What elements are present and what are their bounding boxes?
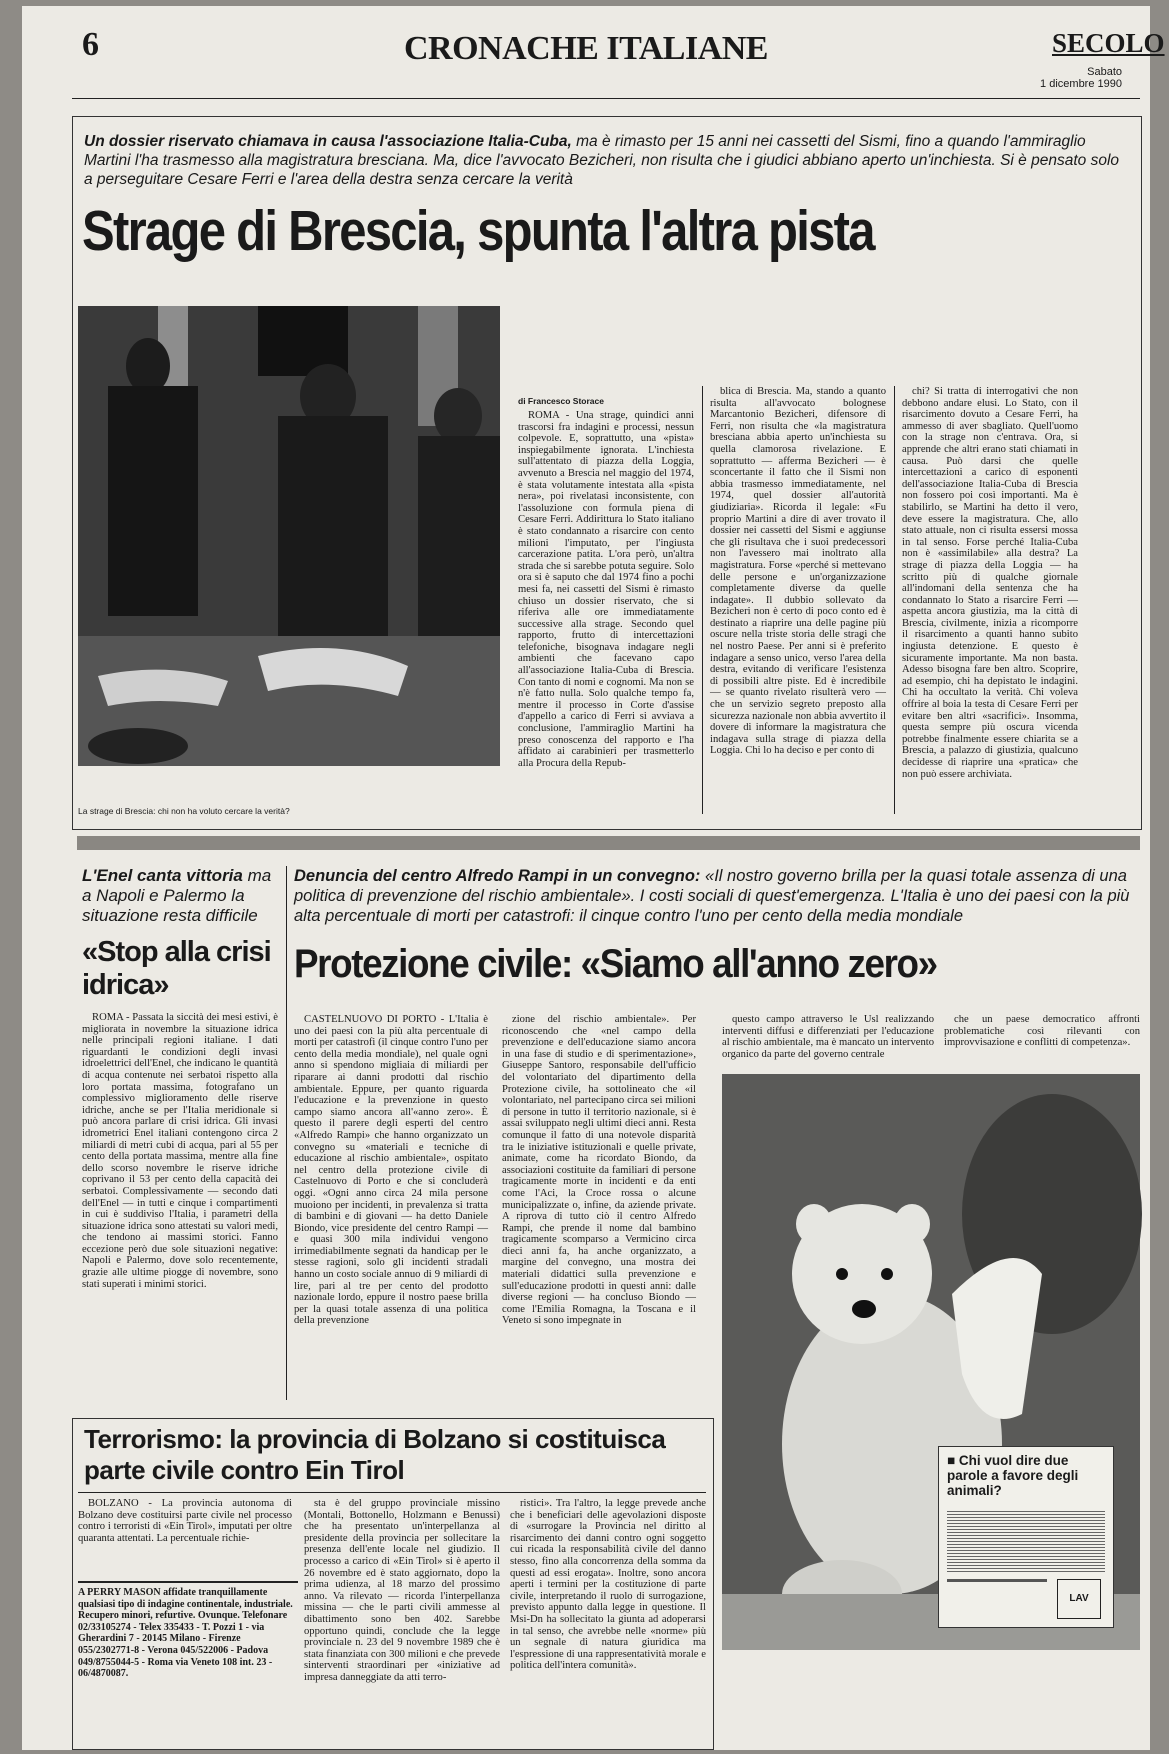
bolzano-column-2: sta è del gruppo provinciale missino (Montali, Bottonello, Holzmann e Benussi) che ha presentato un'interpellanza al presidente della provincia per sollecitare la presenza dell'ente locale nel giudizio. Il processo a carico di «Ein Tirol» si è aperto il 26 novembre ed è stato aggiornato, dopo la prima udienza, al 18 marzo del prossimo anno. Va rilevato — ricorda l'interpellanza missina — che le parti civili ammesse al dibattimento sono ben 402. Sarebbe opportuno quindi, conclude che la legge provinciale n. 23 del 9 novembre 1989 che è stata finanziata con 300 milioni e che prevede sinterventi straordinari per «iniziative ad impresa danneggiate da atti terro- <box>304 1498 500 1683</box>
issue-date <box>1022 66 1122 90</box>
ad-headline: ■ Chi vuol dire due parole a favore degli animali? <box>947 1453 1079 1498</box>
bolzano-headline: Terrorismo: la provincia di Bolzano si costituisca parte civile contro Ein Tirol <box>84 1424 666 1485</box>
bolzano-column-3: ristici». Tra l'altro, la legge prevede anche che i beneficiari delle agevolazioni disposte di «surrogare la Provincia nel diritto al risarcimento dei danni contro ogni soggetto cui ricada la responsabilità civile del danno stesso, fino alla concorrenza della somma da questi ad essi erogata». Inoltre, sono ancora aperti i termini per la costituzione di parte civile, interpretando il ruolo di surrogazione, previsto appunto dalla legge in questione. Il Msi-Dn ha sollecitato la giunta ad adoperarsi in tal senso, che avrebbe nelle «norme» più un segnale di natura giuridica ma l'espressione di una rappresentatività morale e politica dell'intera comunità». <box>510 1498 706 1672</box>
issue-weekday: Sabato <box>1087 66 1122 78</box>
civil-column-1: CASTELNUOVO DI PORTO - L'Italia è uno dei paesi con la più alta percentuale di morti per catastrofi (il cinque contro l'uno per cento della media mondiale), nel quale ogni anno si spendono migliaia di miliardi per riparare ai danni prodotti dal rischio ambientale. Eppure, per quanto riguarda l'educazione e la prevenzione in questo campo siamo ancora all'«anno zero». È questo il parere degli esperti del centro «Alfredo Rampi» che hanno organizzato un convegno su «materiali e tecniche di educazione al rischio ambientale», ospitato nel centro della protezione civile di Castelnuovo di Porto e che si concluderà oggi. «Ogni anno circa 24 mila persone muoiono per incidenti, in prevalenza si tratta di bambini e di giovani — ha detto Daniele Biondo, vice presidente del centro Rampi — e quasi 300 mila individui vengono irrimediabilmente segnati da handicap per le stesse ragioni, solo gli incidenti stradali hanno un costo sociale annuo di 9 miliardi di lire, pari al tre per cento del prodotto nazionale lordo, eppure il nostro paese brilla per la quasi totale assenza di una politica della prevenzione <box>294 1014 488 1327</box>
newspaper-logo: SECOLO <box>1052 28 1165 58</box>
section-title: CRONACHE ITALIANE <box>404 30 768 67</box>
column-rule <box>286 866 287 1400</box>
header-rule <box>72 98 1140 99</box>
brescia-massacre-photo <box>78 306 500 766</box>
top-story-headline: Strage di Brescia, spunta l'altra pista <box>82 199 874 263</box>
civil-column-2: zione del rischio ambientale». Per riconoscendo che «nel campo della prevenzione e dell'educazione siamo ancora in una fase di studio e di sperimentazione», Giuseppe Santoro, responsabile dell'ufficio del volontariato del dipartimento della Protezione civile, ha sottolineato che «il volontariato, nel partecipano circa sei milioni di persone in tutto il territorio nazionale, si è assai sviluppato negli ultimi dieci anni. Resta comunque il fatto di una notevole disparità tra le iniziative istituzionali e quelle private, animate, come ha ricordato Biondo, da associazioni costituite da familiari di persone tragicamente morte in incidenti e da enti come l'Aci, la Croce rossa o alcune municipalizzate o, infine, da aziende private. A riprova di tutto ciò il centro Alfredo Rampi, che prende il nome dal bambino tragicamente scomparso a Vermicino circa dieci anni fa, ha anche organizzato, a margine del convegno, una mostra dei materiali didattici sulla prevenzione e sull'educazione prodotti in questi anni: dalle diverse regioni — ha concluso Biondo — come l'Emilia Romagna, la Toscana e il Veneto si sono impegnate in <box>502 1014 696 1327</box>
animal-rights-ad <box>938 1446 1114 1628</box>
column-rule <box>702 386 703 814</box>
enel-body: ROMA - Passata la siccità dei mesi estivi, è migliorata in novembre la situazione idrica nelle principali regioni italiane. I dati riguardanti le condizioni degli invasi idroelettrici dell'Enel, che indicano le quantità di acqua contenute nei serbatoi rispetto alla loro portata massima, fotografano un complessivo miglioramento delle riserve idriche, anche se per l'Italia meridionale si può ancora parlare di crisi idrica. Gli invasi idrometrici Enel italiani contengono circa 2 miliardi di metri cubi di acqua, pari al 55 per cento della portata massima, mentre alla fine dello scorso novembre le riserve idriche coprivano il 53 per cento della capacità dei serbatoi. Complessivamente — secondo dati dell'Enel — in tutti e cinque i compartimenti in cui è suddiviso l'Italia, i parametri della situazione idrica sono attestati su valori medi, che tendono ai massimi storici. Fanno eccezione però due sole situazioni negative: Napoli e Palermo, dove solo recentemente, grazie alle ultime piogge di novembre, sono stati superati i minimi storici. <box>82 1012 278 1290</box>
enel-kicker: L'Enel canta vittoria ma a Napoli e Palermo la situazione resta difficile <box>82 866 272 925</box>
civil-column-3: questo campo attraverso le Usl realizzando interventi diffusi e differenziati per l'educazione al rischio ambientale, ma è mancato un intervento organico da parte del governo centrale <box>722 1014 934 1060</box>
newspaper-page <box>22 6 1165 1750</box>
headline-rule <box>78 1492 706 1493</box>
top-story-column-2: blica di Brescia. Ma, stando a quanto risulta all'avvocato bolognese Marcantonio Bezicheri, difensore di Ferri, non risulta che «la magistratura bresciana abbia aperto un'inchiesta su quella clamorosa rivelazione. E soprattutto — afferma Bezicheri — è sconcertante il fatto che il Sismi non abbia trasmesso immediatamente, nel 1974, quel dossier all'autorità giudiziaria». Ricorda il legale: «Fu proprio Martini a dire di aver trovato il dossier nei cassetti del Sismi e aggiunse che gli risultava che i suoi predecessori non l'avessero mai inoltrato alla magistratura. Forse «perché si mettevano delle persone e un'organizzazione completamente diverse da quelle indagate». Il dubbio sollevato da Bezicheri non è certo di poco conto ed è destinato a riaprire una delle pagine più oscure nella triste storia delle stragi che nel nostro Paese. Per anni si è preferito indagare a senso unico, verso l'area della destra, evitando di verificare l'esistenza di possibili altre piste. Ed è incredibile — se quanto rivelato risulterà vero — che un servizio segreto preposto alla sicurezza nazionale non abbia avvertito il dovere di informare la magistratura che indagava sulla strage di piazza della Loggia. Chi lo ha deciso e per conto di <box>710 386 886 757</box>
top-story-kicker: Un dossier riservato chiamava in causa l'associazione Italia-Cuba, ma è rimasto per 15 anni nei cassetti del Sismi, fino a quando l'ammiraglio Martini l'ha trasmesso alla magistratura bresciana. Ma, dice l'avvocato Bezicheri, non risulta che i giudici abbiano aperto un'inchiesta. Si è pensato solo a perseguitare Cesare Ferri e l'area della destra senza cercare la verità <box>84 133 1120 188</box>
section-divider <box>77 836 1140 850</box>
top-story-column-3: chi? Si tratta di interrogativi che non debbono andare elusi. Lo Stato, con il risarcimento dovuto a Cesare Ferri, ha ammesso di aver sbagliato. Quell'uomo con la strage non c'entrava. Ora, si apprende che altri erano stati chiamati in causa. Può darsi che quelle intercettazioni a carico di esponenti dell'associazione Italia-Cuba di Brescia non fossero poi così importanti. Ma è stabilirlo, se Martini ha detto il vero, deve essere la magistratura. Che, allo stato attuale, non ci risulta essersi mossa in tal senso. Forse perché Italia-Cuba non è «assimilabile» alla destra? La strage di piazza della Loggia — ha scritto più di qualche giornale all'indomani della sentenza che ha condannato lo Stato a risarcire Ferri — aspetta ancora giustizia, ma la città di Brescia, civilmente, inizia a ricomporre il risarcimento a quanti hanno subito ingiusta detenzione. E questo è sicuramente importante. Ma non basta. Adesso bisogna fare ben altro. Scoprire, ad esempio, chi ha depistato le indagini. Chi ha occultato la verità. Chi voleva offrire al boia la testa di Cesare Ferri per evitare ben altri «sacrifici». Insomma, questa sempre più oscura vicenda potrebbe finalmente essere chiarita se a Brescia, a palazzo di giustizia, qualcuno decidesse di riaprire una «pratica» che non può essere archiviata. <box>902 386 1078 780</box>
civil-kicker: Denuncia del centro Alfredo Rampi in un convegno: «Il nostro governo brilla per la quasi totale assenza di una politica di prevenzione del rischio ambientale». I costi sociali di quest'emergenza. L'Italia è uno dei paesi con la più alta percentuale di morti per catastrofi: il cinque contro l'uno per cento della media mondiale <box>294 867 1130 925</box>
perry-mason-ad: A PERRY MASON affidate tranquillamente qualsiasi tipo di indagine continentale, industriale. Recupero minori, refurtive. Ovunque. Telefonare 02/33105274 - Telex 335433 - T. Pozzi 1 - via Gherardini 7 - 20145 Milano - Firenze 055/2302771-8 - Verona 045/522006 - Padova 049/8755044-5 - Roma via Veneto 108 int. 23 - 06/4870087. <box>78 1581 298 1680</box>
photo-caption: La strage di Brescia: chi non ha voluto cercare la verità? <box>78 806 290 816</box>
page-number: 6 <box>82 26 99 63</box>
bolzano-column-1: BOLZANO - La provincia autonoma di Bolzano deve costituirsi parte civile nel processo contro i terroristi di «Ein Tirol», imputati per oltre quaranta attentati. La percentuale richie- <box>78 1498 292 1544</box>
top-story-column-1: ROMA - Una strage, quindici anni trascorsi fra indagini e processi, nessun colpevole. E, soprattutto, una «pista» inspiegabilmente ignorata. L'inchiesta sull'attentato di piazza della Loggia, avvenuto a Brescia nel maggio del 1974, è stata volutamente intestata alla «pista nera», poi rivelatasi inconsistente, con l'assoluzione con formula piena di Cesare Ferri. Addirittura lo Stato italiano è stato condannato a risarcire con cento milioni l'imputato, per l'ingiusta carcerazione patita. L'ora però, un'altra strada che si sarebbe potuta seguire. Solo ora si è saputo che dal 1974 fino a pochi mesi fa, nei cassetti del Sismi è rimasto chiuso un dossier riservato, che si riferiva alle ore immediatamente successive alla strage. Secondo quel rapporto, frutto di intercettazioni telefoniche, bisognava indagare negli ambienti che facevano capo all'associazione Italia-Cuba di Brescia. Con tanto di nomi e cognomi. Ma non se n'è fatto nulla. Solo qualche tempo fa, mentre il processo in Corte d'assise d'appello a carico di Ferri si avviava a conclusione, l'ammiraglio Martini ha preso conoscenza del rapporto e l'ha affidato ai carabinieri per trasmetterlo alla Procura della Repub- <box>518 410 694 769</box>
ad-footer-line <box>947 1579 1047 1582</box>
civil-headline: Protezione civile: «Siamo all'anno zero» <box>294 942 937 986</box>
ad-logo: LAV <box>1057 1579 1101 1619</box>
byline: di Francesco Storace <box>518 396 604 406</box>
enel-headline: «Stop alla crisi idrica» <box>82 936 271 1001</box>
issue-date-text: 1 dicembre 1990 <box>1040 78 1122 90</box>
crowd-photo-graphic <box>78 306 500 766</box>
civil-column-4: che un paese democratico affronti problematiche così rilevanti con improvvisazione e conflitti di competenza». <box>944 1014 1140 1049</box>
column-rule <box>894 386 895 814</box>
ad-fine-print <box>947 1509 1105 1573</box>
